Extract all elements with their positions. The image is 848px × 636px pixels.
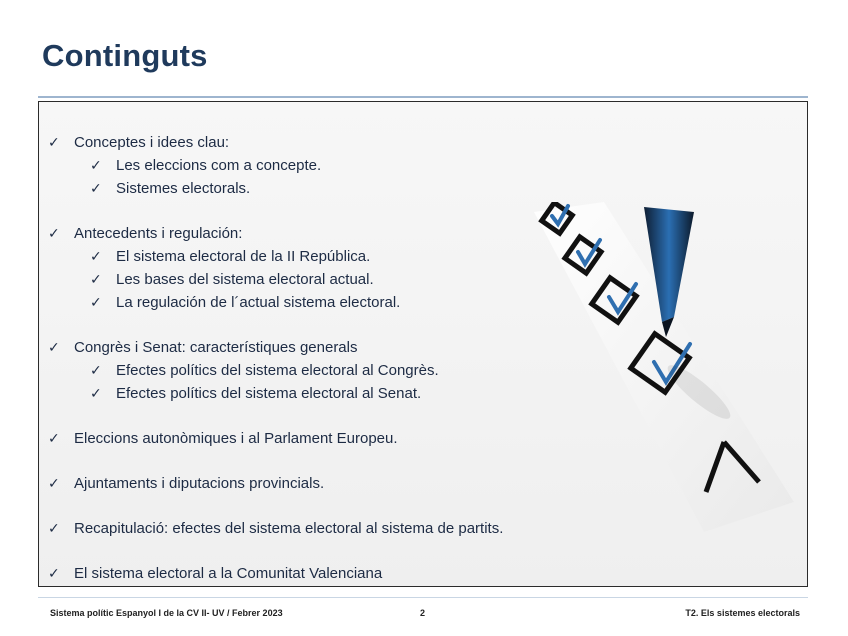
page-number: 2 <box>420 608 426 618</box>
checkmark-icon: ✓ <box>48 225 60 241</box>
content-outline <box>48 131 503 585</box>
checkmark-icon: ✓ <box>90 271 102 287</box>
slide-title: Continguts <box>42 38 208 73</box>
outline-subitem: ✓ Efectes polítics del sistema electoral al Congrès. <box>90 362 439 379</box>
outline-group <box>48 562 503 585</box>
outline-subitem: ✓ Les bases del sistema electoral actual. <box>90 271 374 288</box>
outline-group <box>48 131 503 200</box>
outline-subitem: ✓ Efectes polítics del sistema electoral al Senat. <box>90 385 422 402</box>
footer-divider <box>38 597 808 598</box>
outline-group <box>48 336 503 405</box>
outline-subitem: ✓ La regulación de l´actual sistema electoral. <box>90 294 401 311</box>
checkmark-icon: ✓ <box>48 339 60 355</box>
outline-item: ✓ El sistema electoral a la Comunitat Valenciana <box>48 565 383 582</box>
outline-group <box>48 517 503 540</box>
footer-topic: T2. Els sistemes electorals <box>685 608 800 618</box>
checkmark-icon: ✓ <box>90 248 102 264</box>
checkmark-icon: ✓ <box>90 294 102 310</box>
outline-item: ✓ Recapitulació: efectes del sistema electoral al sistema de partits. <box>48 520 504 537</box>
outline-item: ✓ Conceptes i idees clau: <box>48 134 230 151</box>
outline-item: ✓ Congrès i Senat: característiques generals <box>48 339 358 356</box>
checkmark-icon: ✓ <box>48 430 60 446</box>
outline-subitem: ✓ Sistemes electorals. <box>90 180 251 197</box>
title-divider <box>38 96 808 98</box>
checklist-pen-illustration <box>494 202 794 542</box>
outline-subitem: ✓ El sistema electoral de la II República. <box>90 248 371 265</box>
outline-item: ✓ Eleccions autonòmiques i al Parlament Europeu. <box>48 430 398 447</box>
outline-subitem: ✓ Les eleccions com a concepte. <box>90 157 322 174</box>
footer-course: Sistema polític Espanyol I de la CV II- UV / Febrer 2023 <box>50 608 283 618</box>
checkmark-icon: ✓ <box>48 475 60 491</box>
checkmark-icon: ✓ <box>90 362 102 378</box>
outline-item: ✓ Ajuntaments i diputacions provincials. <box>48 475 325 492</box>
checkmark-icon: ✓ <box>48 134 60 150</box>
content-box <box>38 101 808 587</box>
outline-group <box>48 427 503 450</box>
checkmark-icon: ✓ <box>48 565 60 581</box>
checkmark-icon: ✓ <box>48 520 60 536</box>
checkmark-icon: ✓ <box>90 385 102 401</box>
outline-group <box>48 472 503 495</box>
outline-item: ✓ Antecedents i regulación: <box>48 225 243 242</box>
outline-group <box>48 222 503 314</box>
checkmark-icon: ✓ <box>90 157 102 173</box>
checkmark-icon: ✓ <box>90 180 102 196</box>
